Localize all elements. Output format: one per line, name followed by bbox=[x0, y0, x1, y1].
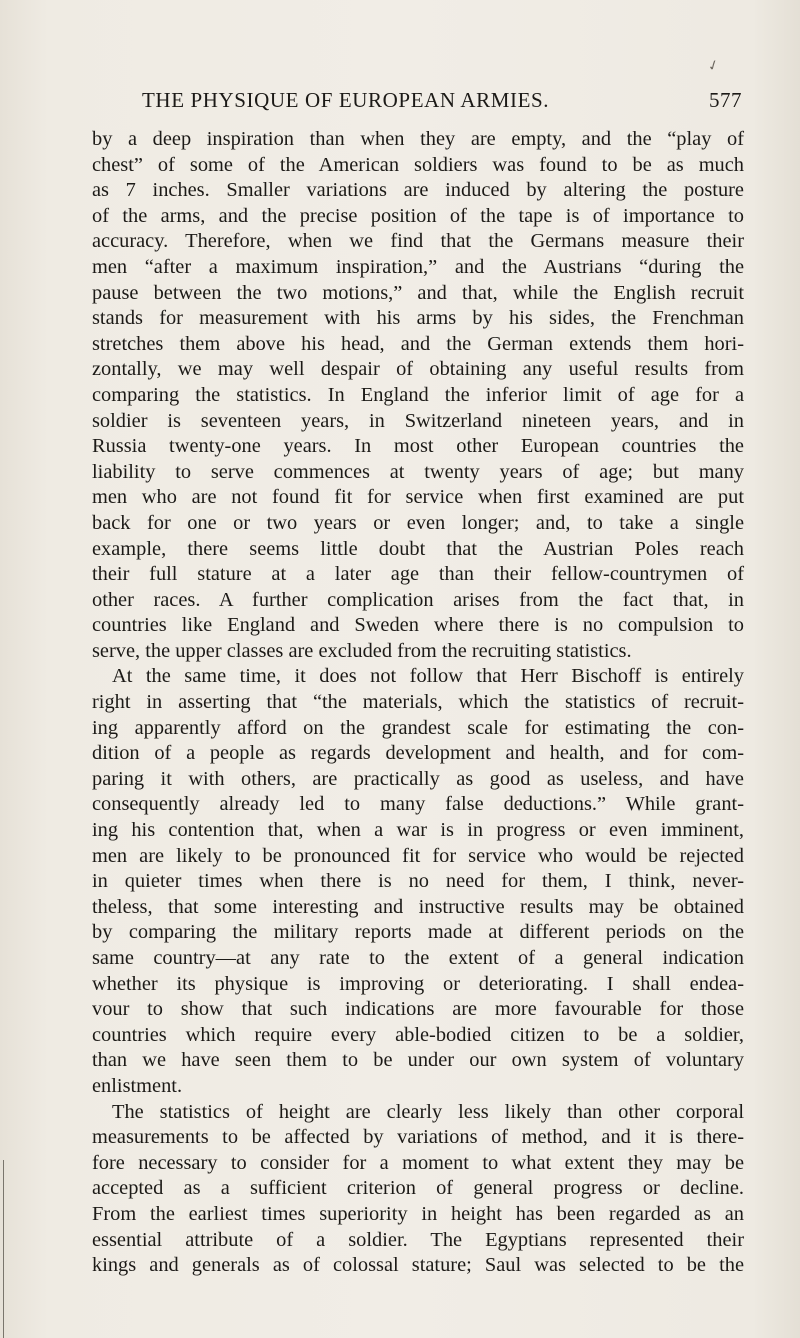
page-header bbox=[92, 88, 742, 118]
text-line: in quieter times when there is no need for them, I think, never- bbox=[92, 870, 744, 893]
text-line: by a deep inspiration than when they are empty, and the “play of bbox=[92, 128, 744, 150]
paragraph-start-line: At the same time, it does not follow that Herr Bischoff is entirely bbox=[112, 665, 744, 688]
text-line: soldier is seventeen years, in Switzerland nineteen years, and in bbox=[92, 409, 744, 432]
text-line: pause between the two motions,” and that, while the English recruit bbox=[92, 281, 744, 304]
text-line: stands for measurement with his arms by his sides, the Frenchman bbox=[92, 307, 744, 330]
pencil-mark-icon: ✓ bbox=[705, 57, 722, 76]
text-line: liability to serve commences at twenty years of age; but many bbox=[92, 460, 744, 483]
text-line: kings and generals as of colossal stature; Saul was selected to be the bbox=[92, 1254, 744, 1277]
text-line: countries which require every able-bodied citizen to be a soldier, bbox=[92, 1023, 744, 1046]
text-line: serve, the upper classes are excluded from the recruiting statistics. bbox=[92, 639, 632, 662]
text-line: as 7 inches. Smaller variations are induced by altering the posture bbox=[92, 179, 744, 202]
text-line: than we have seen them to be under our own system of voluntary bbox=[92, 1049, 744, 1072]
text-line: example, there seems little doubt that the Austrian Poles reach bbox=[92, 537, 744, 560]
text-line: men are likely to be pronounced fit for service who would be rejected bbox=[92, 844, 744, 867]
text-line: enlistment. bbox=[92, 1074, 183, 1097]
text-line: whether its physique is improving or deteriorating. I shall endea- bbox=[92, 972, 744, 995]
text-line: men “after a maximum inspiration,” and the Austrians “during the bbox=[92, 255, 744, 278]
text-line: paring it with others, are practically as good as useless, and have bbox=[92, 767, 744, 790]
text-line: of the arms, and the precise position of the tape is of importance to bbox=[92, 204, 744, 227]
text-line: their full stature at a later age than their fellow-countrymen of bbox=[92, 563, 744, 586]
running-head: THE PHYSIQUE OF EUROPEAN ARMIES. bbox=[142, 88, 550, 112]
page-edge-line bbox=[3, 1160, 4, 1338]
text-line: dition of a people as regards development and health, and for com- bbox=[92, 742, 744, 765]
text-line: chest” of some of the American soldiers was found to be as much bbox=[92, 153, 744, 176]
text-line: ing his contention that, when a war is in progress or even imminent, bbox=[92, 819, 744, 842]
text-line: essential attribute of a soldier. The Egyptians represented their bbox=[92, 1228, 744, 1251]
text-line: zontally, we may well despair of obtaining any useful results from bbox=[92, 358, 744, 381]
text-line: accepted as a sufficient criterion of general progress or decline. bbox=[92, 1177, 744, 1200]
text-line: From the earliest times superiority in height has been regarded as an bbox=[92, 1202, 744, 1225]
text-line: countries like England and Sweden where there is no compulsion to bbox=[92, 614, 744, 637]
text-line: comparing the statistics. In England the inferior limit of age for a bbox=[92, 383, 744, 406]
text-line: consequently already led to many false deductions.” While grant- bbox=[92, 793, 744, 816]
body-text bbox=[92, 127, 744, 1279]
text-line: ing apparently afford on the grandest scale for estimating the con- bbox=[92, 716, 744, 739]
text-line: fore necessary to consider for a moment to what extent they may be bbox=[92, 1151, 744, 1174]
text-line: vour to show that such indications are more favourable for those bbox=[92, 998, 744, 1021]
text-line: back for one or two years or even longer; and, to take a single bbox=[92, 511, 744, 534]
text-line: Russia twenty-one years. In most other European countries the bbox=[92, 435, 744, 458]
text-line: right in asserting that “the materials, which the statistics of recruit- bbox=[92, 691, 744, 714]
text-line: measurements to be affected by variations of method, and it is there- bbox=[92, 1126, 744, 1149]
paragraph-start-line: The statistics of height are clearly less likely than other corporal bbox=[112, 1100, 744, 1123]
text-line: same country—at any rate to the extent of a general indication bbox=[92, 947, 744, 969]
text-line: accuracy. Therefore, when we find that the Germans measure their bbox=[92, 230, 744, 253]
text-line: by comparing the military reports made at different periods on the bbox=[92, 921, 744, 944]
text-line: theless, that some interesting and instructive results may be obtained bbox=[92, 895, 744, 918]
page-number: 577 bbox=[709, 88, 742, 112]
text-line: stretches them above his head, and the German extends them hori- bbox=[92, 332, 744, 355]
text-line: men who are not found fit for service when first examined are put bbox=[92, 486, 744, 509]
text-line: other races. A further complication arises from the fact that, in bbox=[92, 588, 744, 611]
